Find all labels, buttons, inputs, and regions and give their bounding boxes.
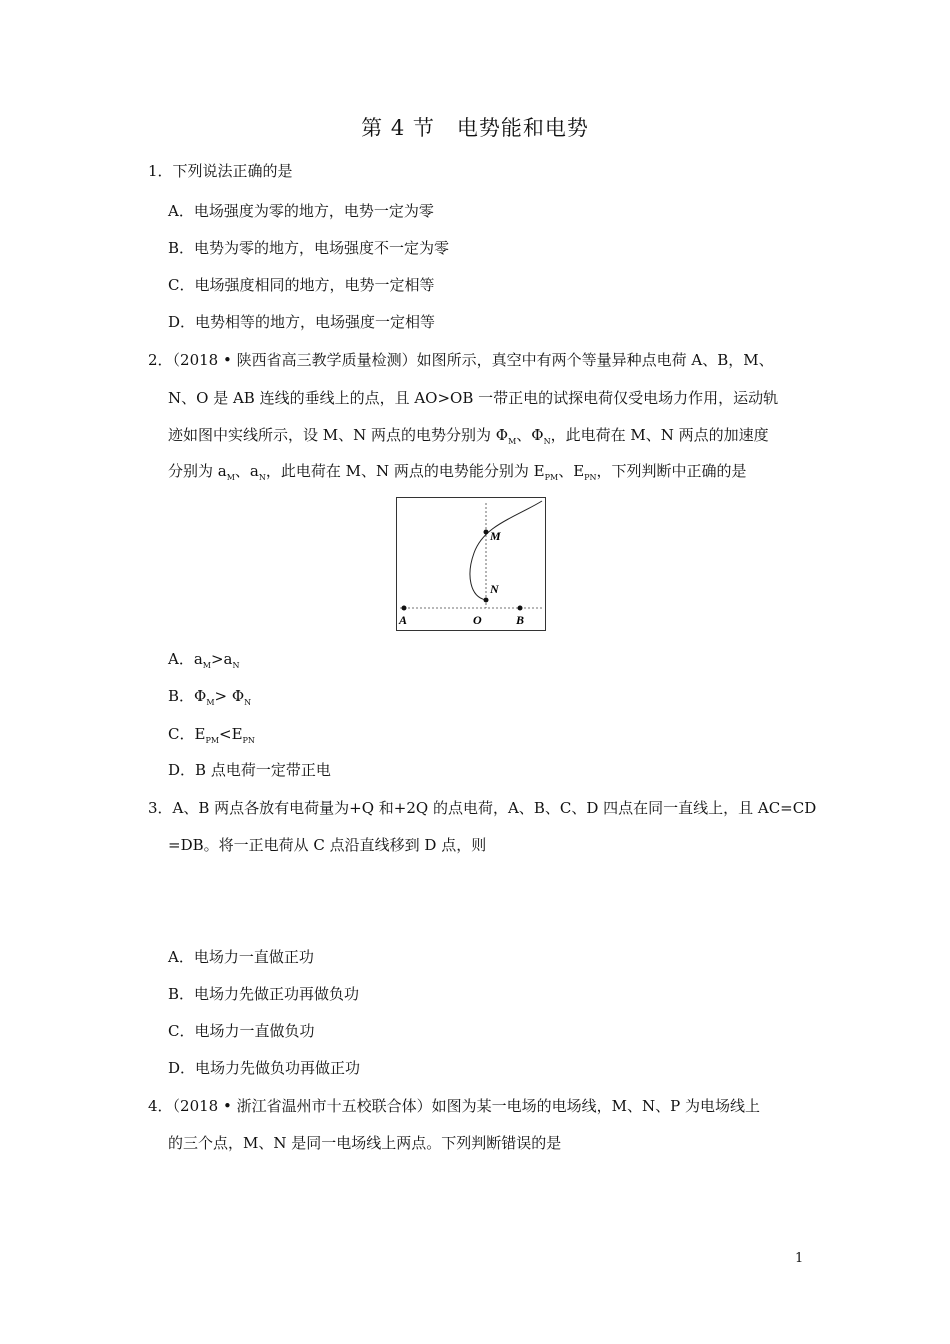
question-2-line-2: N、O 是 AB 连线的垂线上的点，且 AO>OB 一带正电的试探电荷仅受电场力作用，运动轨 (168, 389, 779, 407)
question-2-line-1: 2．（2018 • 陕西省高三教学质量检测）如图所示，真空中有两个等量异种点电荷 A、B，M、 (148, 351, 774, 369)
question-3-line-1: 3．A、B 两点各放有电荷量为+Q 和+2Q 的点电荷，A、B、C、D 四点在同一直线上，且 AC=CD (148, 799, 817, 817)
page-number: 1 (795, 1251, 804, 1266)
question-2-option-a: A．$a_M>a_N$ (168, 650, 240, 670)
figure-label-a: A (399, 613, 408, 627)
figure-trajectory (470, 501, 542, 600)
question-1-stem: 1．下列说法正确的是 (148, 162, 293, 180)
figure-point-a (402, 606, 407, 611)
question-1-option-c: C．电场强度相同的地方，电势一定相等 (168, 276, 435, 294)
page-title: 第 4 节 电势能和电势 (361, 116, 589, 140)
figure-point-n (484, 598, 489, 603)
question-2-line-3: 迹如图中实线所示，设 M、N 两点的电势分别为 $\Phi_M$、$\Phi_N$，此电荷在 M、N 两点的加速度 (168, 426, 769, 446)
question-4-line-2: 的三个点，M、N 是同一电场线上两点。下列判断错误的是 (168, 1134, 562, 1152)
figure-point-b (518, 606, 523, 611)
question-3-option-d: D．电场力先做负功再做正功 (168, 1059, 361, 1077)
figure-label-o: O (473, 613, 482, 627)
question-1-option-a: A．电场强度为零的地方，电势一定为零 (168, 202, 434, 220)
question-2-option-d: D．B 点电荷一定带正电 (168, 761, 331, 779)
figure-label-m: M (490, 529, 501, 543)
question-4-line-1: 4．（2018 • 浙江省温州市十五校联合体）如图为某一电场的电场线，M、N、P 为电场线上 (148, 1097, 760, 1115)
question-2-figure (396, 497, 546, 631)
question-2-line-4: 分别为 $a_M$、$a_N$，此电荷在 M、N 两点的电势能分别为 $E_{PM}$、$E_{PN}$，下列判断中正确的是 (168, 462, 747, 482)
figure-label-b: B (516, 613, 525, 627)
question-3-line-2: =DB。将一正电荷从 C 点沿直线移到 D 点，则 (168, 836, 487, 854)
question-3-option-c: C．电场力一直做负功 (168, 1022, 315, 1040)
question-3-option-b: B．电场力先做正功再做负功 (168, 985, 360, 1003)
question-1-option-b: B．电势为零的地方，电场强度不一定为零 (168, 239, 450, 257)
question-3-option-a: A．电场力一直做正功 (168, 948, 314, 966)
question-1-option-d: D．电势相等的地方，电场强度一定相等 (168, 313, 436, 331)
figure-label-n: N (490, 582, 499, 596)
question-2-option-c: C．$E_{PM}<E_{PN}$ (168, 725, 255, 745)
question-2-option-b: B．$\Phi_M> \Phi_N$ (168, 687, 252, 707)
figure-point-m (484, 530, 489, 535)
